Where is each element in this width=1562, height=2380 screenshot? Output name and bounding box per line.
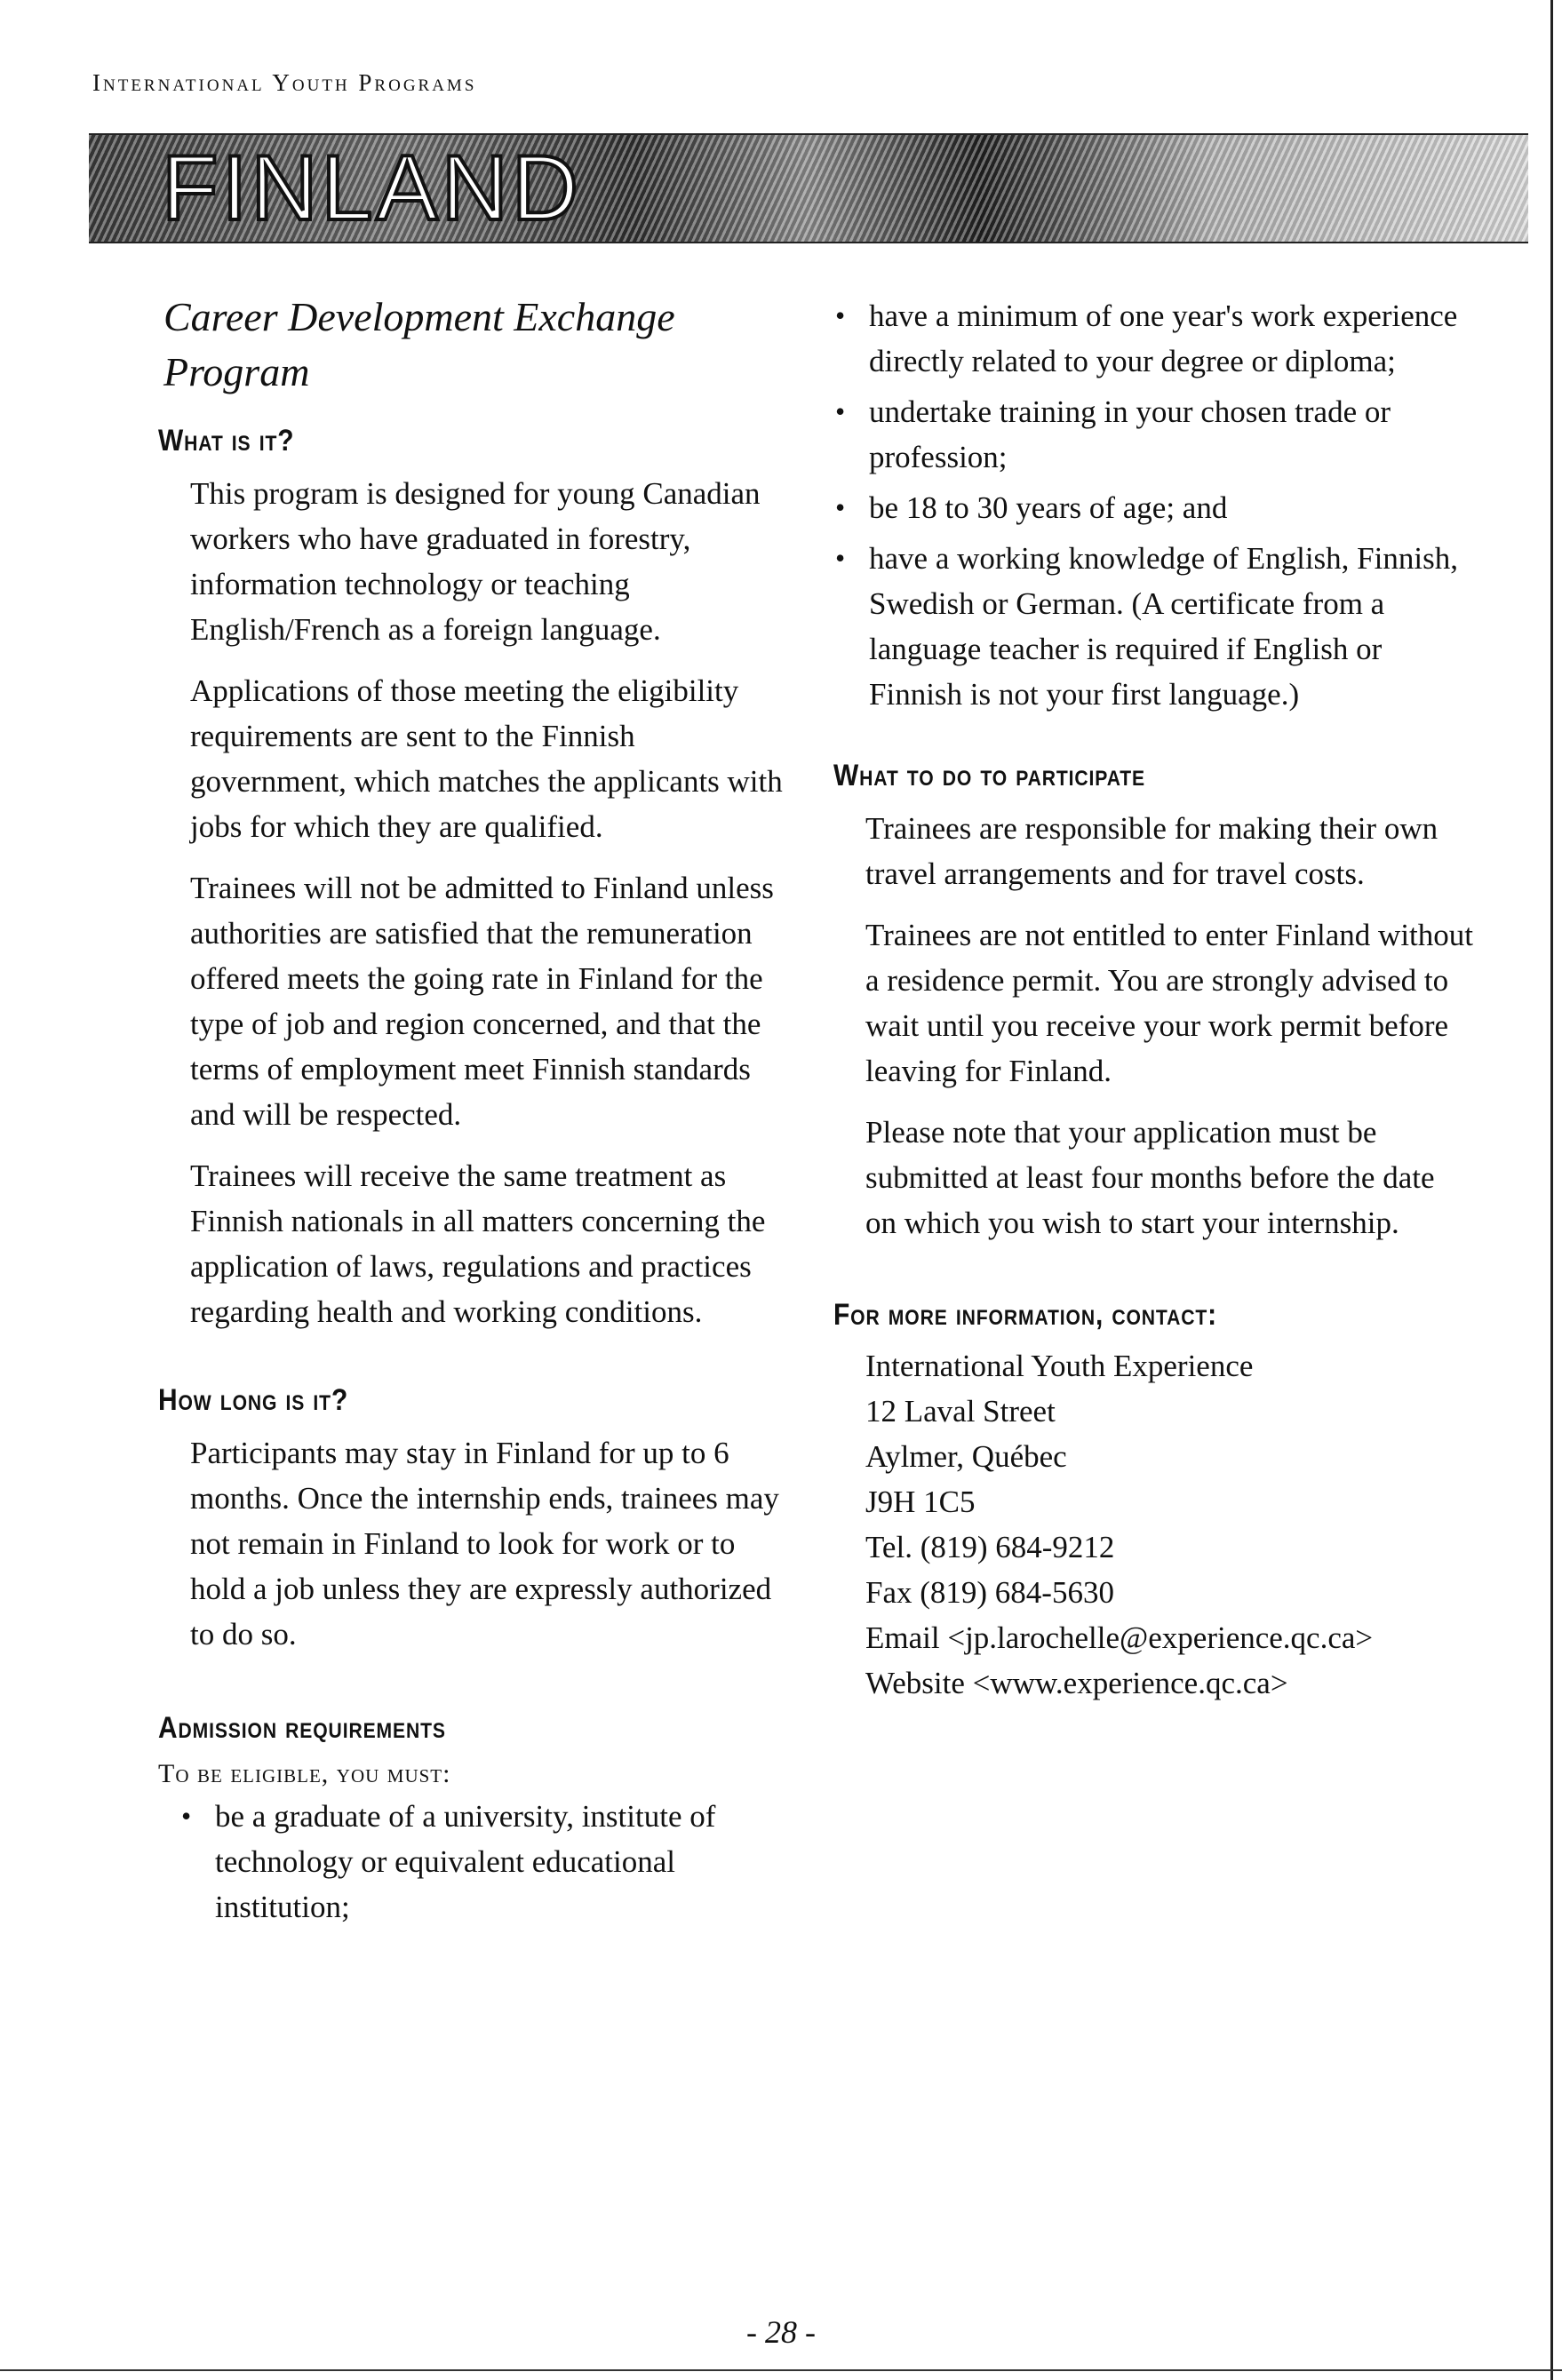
participate-paragraph-2: Trainees are not entitled to enter Finland without a residence permit. You are strongly advised to wait until you receive your work permit before leaving for Finland. xyxy=(865,918,1473,1088)
country-banner xyxy=(89,133,1528,243)
what-is-it-heading: What is it? xyxy=(158,424,295,458)
running-head: International Youth Programs xyxy=(92,69,477,96)
right-column xyxy=(833,293,1473,1706)
how-long-heading: How long is it? xyxy=(158,1383,349,1417)
page-bottom-line xyxy=(0,2369,1562,2371)
banner-title: FINLAND xyxy=(162,137,582,240)
contact-phone: Tel. (819) 684-9212 xyxy=(865,1530,1115,1564)
contact-city: Aylmer, Québec xyxy=(865,1439,1067,1474)
page-number: - 28 - xyxy=(746,2314,816,2350)
what-is-it-paragraph-1: This program is designed for young Canadian workers who have graduated in forestry, information technology or teaching English/French as a foreign language. xyxy=(190,476,761,647)
contact-street: 12 Laval Street xyxy=(865,1394,1056,1429)
eligible-label: To be eligible, you must: xyxy=(158,1759,451,1788)
what-is-it-paragraph-3: Trainees will not be admitted to Finland unless authorities are satisfied that the remuneration offered meets the going rate in Finland for the type of job and region concerned, and that the terms of employment meet Finnish standards and will be respected. xyxy=(190,871,774,1132)
contact-organization: International Youth Experience xyxy=(865,1349,1254,1383)
admission-bullets-left xyxy=(158,1794,798,1930)
what-is-it-section xyxy=(158,471,798,1334)
what-is-it-paragraph-2: Applications of those meeting the eligibility requirements are sent to the Finnish government, which matches the applicants with jobs for which they are qualified. xyxy=(190,673,783,844)
contact-block xyxy=(833,1343,1473,1706)
admission-bullet: • have a minimum of one year's work experience directly related to your degree or diploma; xyxy=(828,293,1473,384)
participate-heading: What to do to participate xyxy=(833,759,1146,792)
how-long-section xyxy=(158,1430,798,1657)
participate-paragraph-1: Trainees are responsible for making their own travel arrangements and for travel costs. xyxy=(865,811,1438,891)
program-title: Career Development Exchange Program xyxy=(163,294,675,394)
contact-heading: For more information, contact: xyxy=(833,1298,1218,1332)
admission-bullet: • be a graduate of a university, institute of technology or equivalent educational institution; xyxy=(174,1794,798,1930)
participate-section xyxy=(833,806,1473,1246)
what-is-it-paragraph-4: Trainees will receive the same treatment as Finnish nationals in all matters concerning the application of laws, regulations and practices regarding health and working conditions. xyxy=(190,1158,766,1329)
how-long-paragraph: Participants may stay in Finland for up to 6 months. Once the internship ends, trainees may not remain in Finland to look for work or to hold a job unless they are expressly authorized to do so. xyxy=(190,1436,779,1652)
admission-bullet: • have a working knowledge of English, Finnish, Swedish or German. (A certificate from a language teacher is required if English or Finnish is not your first language.) xyxy=(828,536,1473,717)
page-edge-line xyxy=(1550,0,1553,2380)
contact-postal-code: J9H 1C5 xyxy=(865,1485,976,1519)
contact-fax: Fax (819) 684-5630 xyxy=(865,1575,1114,1610)
admission-bullet: • undertake training in your chosen trade or profession; xyxy=(828,389,1473,480)
left-column xyxy=(158,290,798,1935)
admission-heading: Admission requirements xyxy=(158,1711,446,1745)
admission-bullets-right xyxy=(828,293,1473,717)
admission-bullet: • be 18 to 30 years of age; and xyxy=(828,485,1473,530)
contact-website: Website <www.experience.qc.ca> xyxy=(865,1666,1288,1700)
participate-paragraph-3: Please note that your application must be submitted at least four months before the date on which you wish to start your internship. xyxy=(865,1115,1435,1240)
contact-email: Email <jp.larochelle@experience.qc.ca> xyxy=(865,1620,1374,1655)
